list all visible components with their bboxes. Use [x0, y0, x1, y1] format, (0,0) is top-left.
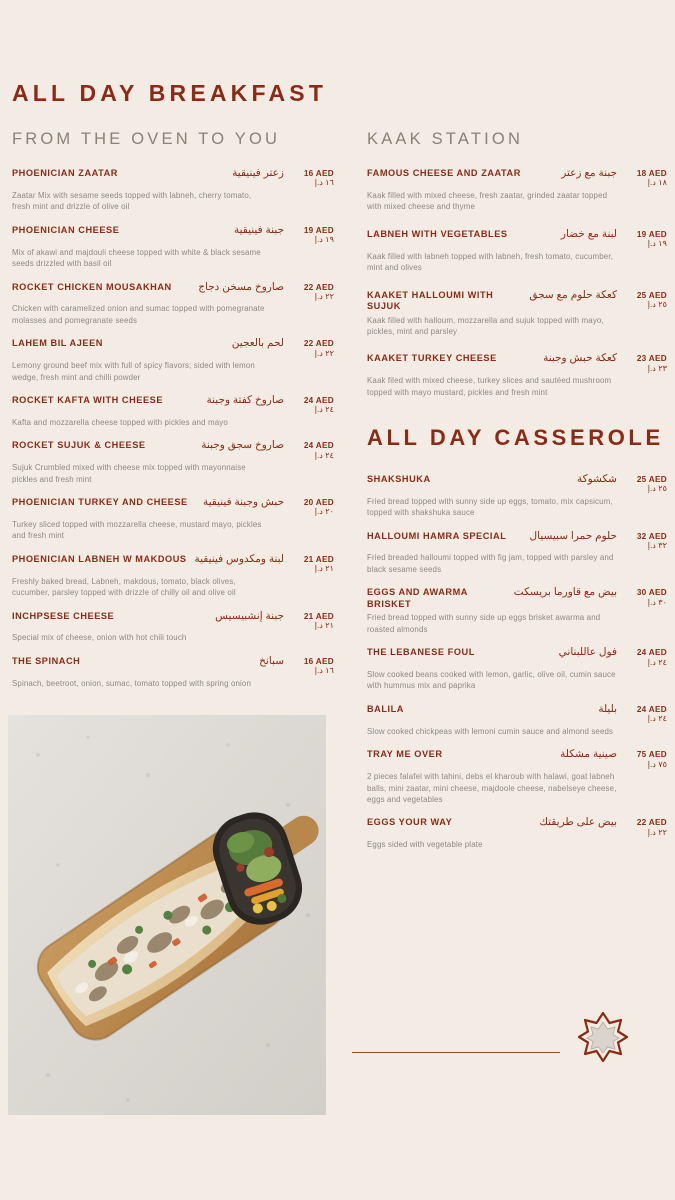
item-price-arabic: ٢٤ د.إ [314, 450, 334, 460]
item-name-arabic: صينية مشكلة [560, 748, 617, 761]
menu-item [367, 586, 667, 635]
item-name: THE SPINACH [12, 655, 81, 666]
item-description: Turkey sliced topped with mozzarella cheese, mustard mayo, pickles and fresh mint [12, 519, 262, 541]
item-name: LABNEH WITH VEGETABLES [367, 228, 508, 239]
item-price: 24 AED [303, 396, 334, 405]
item-name-arabic: صاروخ كفتة وجبنة [206, 394, 284, 406]
item-name: LAHEM BIL AJEEN [12, 338, 103, 349]
item-name-arabic: لبنة ومكدوس فينيقية [194, 552, 284, 565]
menu-item [367, 530, 667, 576]
item-description: Mix of akawi and majdouli cheese topped with white & black sesame seeds drizzled with basil oil [12, 247, 261, 269]
menu-item [12, 394, 334, 428]
item-name-arabic: كعكة حبش وجبنة [543, 352, 617, 365]
item-name: BALILA [367, 703, 404, 714]
menu-item [12, 281, 334, 327]
item-description: Kaak filled with halloum, mozzarella and sujuk topped with mayo, pickles, mint and parsley [367, 315, 604, 336]
item-name-arabic: بليلة [598, 702, 617, 715]
item-price: 24 AED [636, 704, 667, 714]
item-price: 30 AED [636, 588, 667, 598]
item-price: 19 AED [636, 229, 667, 239]
item-price: 32 AED [636, 531, 667, 541]
section-heading-casserole: ALL DAY CASSEROLE [367, 425, 664, 451]
item-price: 20 AED [303, 498, 334, 508]
item-description: Fried breaded halloumi topped with fig jam, topped with parsley and black sesame seeds [367, 553, 614, 574]
item-description: Kafta and mozzarella cheese topped with pickles and mayo [12, 417, 228, 427]
item-price-arabic: ١٦ د.إ [314, 178, 334, 188]
item-price: 75 AED [636, 750, 667, 760]
page-title: ALL DAY BREAKFAST [12, 80, 328, 106]
item-price-arabic: ٢٤ د.إ [314, 405, 334, 415]
item-price: 16 AED [303, 169, 334, 178]
item-price-arabic: ٢٥ د.إ [647, 484, 667, 494]
item-price: 23 AED [636, 354, 667, 364]
divider-line [352, 1052, 560, 1053]
menu-item [367, 473, 667, 519]
item-price-arabic: ١٦ د.إ [314, 666, 334, 676]
item-name: PHOENICIAN TURKEY AND CHEESE [12, 497, 188, 508]
item-name-arabic: بيض مع قاورما بريسكت [513, 586, 617, 599]
item-name-arabic: حبش وجبنة فينيقية [202, 496, 284, 509]
menu-item [367, 703, 667, 737]
item-description: Special mix of cheese, onion with hot chili touch [12, 633, 187, 643]
menu-item [12, 439, 334, 485]
menu-item [12, 655, 334, 689]
item-name: FAMOUS CHEESE AND ZAATAR [367, 168, 521, 178]
item-name: ROCKET SUJUK & CHEESE [12, 440, 146, 451]
item-description: Kaak filled with mixed cheese, fresh zaatar, grinded zaatar topped with mixed cheese and thyme [367, 190, 608, 212]
item-description: Sujuk Crumbled mixed with cheese mix topped with mayonnaise pickles and fresh mint [12, 463, 246, 484]
item-description: Slow cooked beans cooked with lemon, garlic, olive oil, cumin sauce with hummus mix and paprika [367, 670, 616, 691]
item-description: Kaak filed with mixed cheese, turkey slices and sautéed mushroom topped with mayo mustard, pickles and fresh mint [367, 376, 612, 397]
menu-item [367, 816, 667, 850]
item-price-arabic: ٢٤ د.إ [647, 714, 667, 724]
column-left [12, 130, 334, 700]
item-price-arabic: ٢٠ د.إ [314, 507, 334, 517]
item-description: Kaak filled with labneh topped with labneh, fresh tomato, cucumber, mint and olives [367, 251, 614, 273]
item-price-arabic: ١٩ د.إ [647, 239, 667, 249]
item-description: Spinach, beetroot, onion, sumac, tomato topped with spring onion [12, 678, 252, 688]
menu-item [367, 352, 667, 398]
menu-item [367, 228, 667, 274]
menu-item [12, 610, 334, 644]
menu-item [12, 496, 334, 542]
column-right [367, 130, 667, 862]
item-price: 22 AED [303, 282, 334, 292]
item-description: Fried bread topped with sunny side up eggs, tomato, mix capsicum, topped with shakshuka sauce [367, 496, 613, 518]
section-heading-oven: FROM THE OVEN TO YOU [12, 130, 281, 148]
item-name: TRAY ME OVER [367, 749, 443, 760]
item-name-arabic: صاروخ مسخن دجاج [198, 280, 284, 293]
item-price-arabic: ٣٠ د.إ [647, 597, 667, 607]
item-price: 19 AED [303, 225, 334, 235]
item-price-arabic: ١٩ د.إ [314, 235, 334, 245]
item-price-arabic: ٢١ د.إ [314, 564, 334, 574]
menu-item [12, 553, 334, 599]
item-name: THE LEBANESE FOUL [367, 647, 475, 658]
item-price: 25 AED [636, 474, 667, 484]
menu-item [367, 748, 667, 805]
item-name: EGGS YOUR WAY [367, 817, 453, 828]
food-photo [8, 715, 326, 1115]
item-price-arabic: ٢٥ د.إ [647, 299, 667, 309]
item-description: Zaatar Mix with sesame seeds topped with labneh, cherry tomato, fresh mint and drizzle of olive oil [12, 190, 252, 212]
item-price-arabic: ٢١ د.إ [314, 620, 334, 630]
item-price-arabic: ٢٣ د.إ [647, 363, 667, 373]
item-name: EGGS AND AWARMA BRISKET [367, 587, 468, 609]
item-price: 18 AED [636, 169, 667, 178]
item-price-arabic: ٢٢ د.إ [314, 348, 334, 358]
item-name-arabic: حلوم حمرا سبيسيال [529, 529, 617, 542]
menu-item [12, 224, 334, 270]
item-name-arabic: جبنة مع زعتر [561, 167, 617, 179]
section-heading-kaak: KAAK STATION [367, 130, 524, 148]
item-price-arabic: ٢٢ د.إ [314, 291, 334, 301]
item-name-arabic: صاروخ سجق وجبنة [201, 439, 284, 452]
menu-item [367, 167, 667, 213]
item-name: KAAKET TURKEY CHEESE [367, 353, 497, 364]
item-name: SHAKSHUKA [367, 473, 431, 484]
item-price-arabic: ٣٢ د.إ [647, 540, 667, 550]
item-price: 24 AED [636, 648, 667, 658]
item-name-arabic: لحم بالعجين [231, 337, 284, 350]
menu-item [12, 337, 334, 383]
item-price-arabic: ٢٤ د.إ [647, 657, 667, 667]
item-description: Chicken with caramelized onion and sumac topped with pomegranate molasses and pomegranate seeds [12, 304, 265, 325]
item-description: Fried bread topped with sunny side up eggs brisket awarma and roasted almonds [367, 613, 601, 634]
item-name: PHOENICIAN LABNEH W MAKDOUS [12, 553, 187, 564]
item-price-arabic: ٧٥ د.إ [647, 759, 667, 769]
item-name: KAAKET HALLOUMI WITH SUJUK [367, 289, 494, 311]
item-name-arabic: فول عاللبناني [558, 646, 617, 659]
item-name-arabic: بيض على طريقتك [539, 816, 617, 829]
item-price: 16 AED [303, 656, 334, 666]
item-price: 24 AED [303, 441, 334, 451]
item-description: 2 pieces falafel with tahini, debs el kharoub with halawi, goat labneh balls, mini zaatar, mini cheese, majdoole cheese, nabelseye cheese, eggs and vegetables [367, 772, 617, 804]
item-price: 21 AED [303, 611, 334, 621]
item-name: PHOENICIAN CHEESE [12, 224, 120, 235]
item-name: INCHPSESE CHEESE [12, 610, 115, 621]
item-name: ROCKET KAFTA WITH CHEESE [12, 395, 164, 405]
item-name-arabic: جبنة فينيقية [233, 223, 284, 236]
item-name-arabic: كعكة حلوم مع سجق [529, 288, 617, 301]
item-description: Lemony ground beef mix with full of spicy flavors; sided with lemon wedge, fresh mint and chilli powder [12, 361, 255, 382]
item-name: HALLOUMI HAMRA SPECIAL [367, 530, 507, 541]
item-description: Slow cooked chickpeas with lemoni cumin sauce and almond seeds [367, 726, 614, 736]
item-name-arabic: لبنة مع خضار [560, 227, 617, 240]
item-name: ROCKET CHICKEN MOUSAKHAN [12, 281, 172, 292]
menu-item [367, 289, 667, 338]
star-ornament-icon [578, 1012, 628, 1062]
item-description: Freshly baked bread, Labneh, makdous, tomato, black olives, cucumber, parsley topped with drizzle of chilly oil and olive oil [12, 576, 236, 598]
item-price: 21 AED [303, 554, 334, 564]
menu-item [12, 167, 334, 213]
item-name-arabic: جبنة إنشبيسيس [215, 609, 284, 622]
item-price: 22 AED [303, 339, 334, 349]
item-price-arabic: ٢٢ د.إ [647, 827, 667, 837]
item-name-arabic: سبانخ [259, 654, 284, 667]
item-price: 22 AED [636, 818, 667, 828]
menu-item [367, 646, 667, 692]
item-name-arabic: زعتر فينيقية [232, 167, 284, 179]
item-name: PHOENICIAN ZAATAR [12, 168, 118, 178]
item-price: 25 AED [636, 290, 667, 300]
item-price-arabic: ١٨ د.إ [647, 178, 667, 188]
item-description: Eggs sided with vegetable plate [367, 840, 483, 850]
item-name-arabic: شكشوكة [576, 472, 617, 485]
